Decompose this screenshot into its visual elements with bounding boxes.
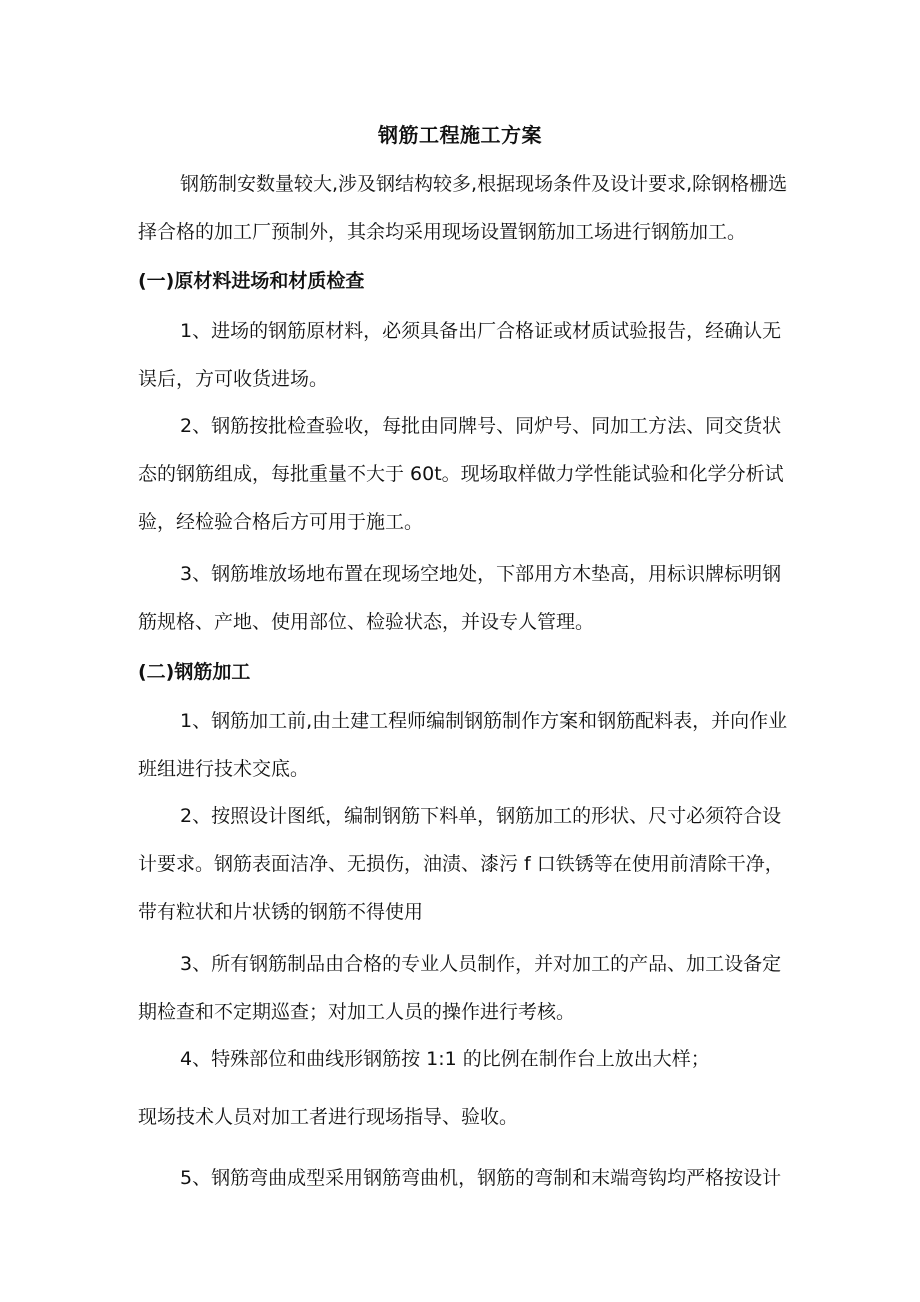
intro-paragraph [138, 160, 828, 256]
document-title: 钢筋工程施工方案 [378, 123, 542, 147]
section2-item5-line-1: 5、钢筋弯曲成型采用钢筋弯曲机，钢筋的弯制和末端弯钩均严格按设计 [180, 1167, 782, 1189]
section1-item2-line-2: 态的钢筋组成，每批重量不大于 60t。现场取样做力学性能试验和化学分析试 [138, 463, 784, 485]
section2-item3-line-2: 期检查和不定期巡查；对加工人员的操作进行考核。 [138, 1001, 576, 1023]
section2-item3 [138, 940, 828, 1036]
section2-item2 [138, 792, 828, 936]
intro-line-1: 钢筋制安数量较大,涉及钢结构较多,根据现场条件及设计要求,除钢格栅选 [180, 173, 788, 195]
section2-item1 [138, 697, 828, 793]
section1-item1 [138, 307, 828, 403]
section2-item5 [138, 1154, 828, 1202]
section1-item2 [138, 402, 828, 546]
section2-item4-line-1: 4、特殊部位和曲线形钢筋按 1:1 的比例在制作台上放出大样； [180, 1048, 710, 1070]
section1-item3-line-2: 筋规格、产地、使用部位、检验状态，并设专人管理。 [138, 611, 595, 633]
section2-item2-line-2: 计要求。钢筋表面洁净、无损伤，油渍、漆污 f 口铁锈等在使用前清除干净， [138, 853, 784, 875]
intro-line-2: 择合格的加工厂预制外，其余均采用现场设置钢筋加工场进行钢筋加工。 [138, 221, 747, 243]
section1-item2-line-3: 验，经检验合格后方可用于施工。 [138, 511, 424, 533]
section1-item1-line-1: 1、进场的钢筋原材料，必须具备出厂合格证或材质试验报告，经确认无 [180, 320, 782, 342]
section1-item3 [138, 550, 828, 646]
section2-heading: (二)钢筋加工 [138, 661, 251, 683]
section2-item1-line-1: 1、钢筋加工前,由土建工程师编制钢筋制作方案和钢筋配料表，并向作业 [180, 710, 788, 732]
section2-item3-line-1: 3、所有钢筋制品由合格的专业人员制作，并对加工的产品、加工设备定 [180, 953, 782, 975]
section1-item2-line-1: 2、钢筋按批检查验收，每批由同牌号、同炉号、同加工方法、同交货状 [180, 415, 782, 437]
section2-item2-line-1: 2、按照设计图纸，编制钢筋下料单，钢筋加工的形状、尺寸必须符合设 [180, 805, 782, 827]
section1-item1-line-2: 误后，方可收货进场。 [138, 368, 329, 390]
section2-item4-line-1-wrap [138, 1035, 828, 1083]
section2-item2-line-3: 带有粒状和片状锈的钢筋不得使用 [138, 901, 424, 923]
section1-item3-line-1: 3、钢筋堆放场地布置在现场空地处，下部用方木垫高，用标识牌标明钢 [180, 563, 782, 585]
section2-item4-line-2: 现场技术人员对加工者进行现场指导、验收。 [138, 1106, 519, 1128]
section1-heading: (一)原材料进场和材质检查 [138, 270, 365, 292]
section2-item4-line-2-wrap [138, 1093, 828, 1141]
section2-item1-line-2: 班组进行技术交底。 [138, 758, 310, 780]
